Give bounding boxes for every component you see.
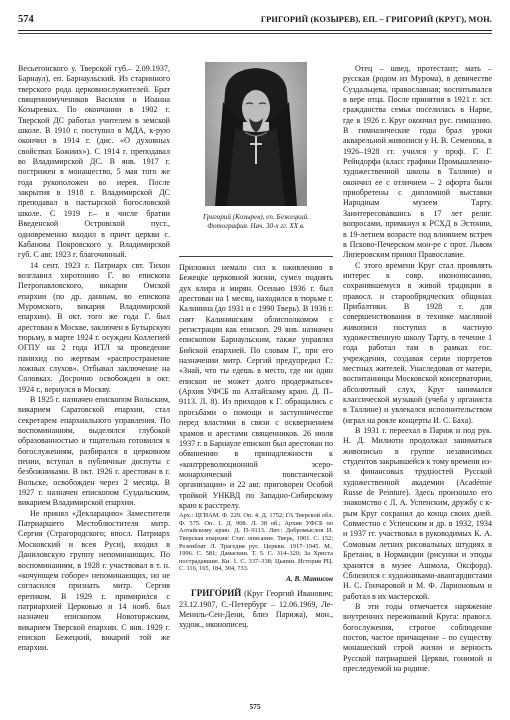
paragraph: Весьегонского у. Тверской губ.– 2.09.1937, Барнаул), еп. Барнаульский. Из старинного тверского рода церковнослужителей. Брат священномучеников Василия и Иоанна Козыревых. По окончании в 1902 г. Тверской ДС работал учителем в земской школе. В 1910 г. поступил в МДА, к-рую окончил в 1914 г. (дис. «О духовных свойствах Божиих»). С 1914 г. преподавал во Владимирской ДС. В янв. 1917 г. пострижен в монашество, 5 мая того же года рукоположен во иерея. После закрытия в 1918 г. Владимирской ДС преподавал в пастырской богословской школе. С 1919 г.– в числе братии Введенской Островской пуст., одновременно входил в причт церкви с. Кабанова Покровского у. Владимирской губ. С авг. 1923 г. благочинный. (18, 64, 170, 260)
entry-name: ГРИГО́РИЙ (191, 588, 242, 599)
entry-heading (179, 588, 333, 630)
running-title: ГРИГОРИЙ (КОЗЫРЕВ), ЕП. – ГРИГОРИЙ (КРУГ), МОН. (260, 15, 492, 24)
figure (179, 62, 333, 236)
paragraph: Не принял «Декларацию» Заместителя Патриаршего Местоблюстителя митр. Сергия (Страгородского; впосл. Патриарх Московский и всея Руси), входил в Даниловскую группу непоминающих. По воспоминаниям, в 1928 г. участвовал в т. н. «кочующем соборе» непоминающих, но не согласился признать митр. Сергия еретиком. В 1929 г. примирился с патриархией Церковью и 14 нояб. был назначен епископом Новоторжским, викарием Тверской епархии. С янв. 1929 г. епископ Бежецкий, викарий той же епархии. (18, 508, 170, 653)
page-header (18, 12, 492, 38)
paragraph: В эти годы отмечается наряжение внутренних переживаний Круга: правосл. богослужения, строгое соблюдение постов, частое причащение – по существу монашеский строй жизни и верность Русской патриаршей Церкви, гонимой и преследуемой на родине. (343, 601, 492, 673)
paragraph: С этого времени Круг стал проявлять интерес к совр. иконописанию, сохранявшемуся в живой традиции в правосл. и старообрядческих общинах Прибалтики. В 1928 г. для совершенствования в технике масляной живописи поступил в частную художественную школу Тарту, в течение 1 года работал там в рамках гос. учреждения, создавая серии портретов местных жителей. Унаследовав от матери, воспитанницы Московской консерватории, абсолютный слух, Круг занимался классической музыкой (учеба у органиста в Таллине) и увлекался исполнительством (играл на рояле концерты И. С. Баха). (343, 260, 492, 425)
page-number: 574 (18, 14, 34, 25)
entry-intro: (Круг Георгий Иванович; 23.12.1907, С.-Петербург – 12.06.1969, Ле-Мениль-Сен-Дени, близ Парижа), мон., худож., иконописец. (179, 589, 333, 630)
photo-caption (179, 213, 333, 230)
right-column (343, 64, 492, 674)
portrait-illustration (205, 62, 307, 206)
portrait-photo (205, 62, 307, 206)
middle-paragraphs (179, 263, 333, 511)
header-rule (18, 30, 492, 31)
paragraph: В 1931 г. переехал в Париж и под рук. Н. Д. Милиоти продолжал заниматься живописью в группе независимых студентов закрывшейся к тому времени из-за финансовых трудностей Русской художественной академии (Académie Russe de Peinture). Здесь произошло его знакомство с Л. А. Успенским, дружбу с к-рым Круг сохранил до конца своих дней. Совместно с Успенским и др. в 1932, 1934 и 1937 гг. участвовал в руководимых К. А. Сомовым летних рисовальных штудиях в Бретани, в Нормандии (рисунки и этюды хранятся в музее Ашмола, Оксфорд). Сблизился с художниками-авангардистами Н. С. Гончаровой и М. Ф. Ларионовым и работал в их мастерской. (343, 426, 493, 601)
middle-column (179, 263, 333, 631)
header-rule-thin (18, 33, 492, 34)
paragraph: В 1925 г. назначен епископом Вольским, викарием Саратовской епархии, стал секретарем епархиального управления. По воспоминаниям, выделялся глубокой образованностью и тщательно готовился к богослужениям, разбирался в церковном пении, вступал в публичные диспуты с безбожниками. В окт. 1926 г. арестован в г. Вольске, освобожден через 2 месяца. В 1927 г. назначен епископом Суздальским, викарием Владимирской епархии. (18, 395, 170, 508)
caption-line: Фотография. Нач. 30-х гг. XX в. (207, 221, 305, 230)
figure-rule (179, 256, 333, 257)
references: Арх.: ЦГИАМ. Ф. 229. Оп. 4. Д. 1752; ГА Тверской обл. Ф. 575. Оп. 1. Д. 908. Л. 38 об.; Архив УФСБ по Алтайскому краю. Д. П–9113. Лит.: Добромыслов И. Тверская епархия: Стат. описание. Тверь, 1901. С. 152; Розенблат Л. Трагедия рус. Церкви. 1917–1945. М., 1996. С. 581; Дамаскин. Т. 5. С. 314–320; За Христа пострадавшие. Кн. 1. С. 337–338; Цыпин. История РЦ. С. 116, 165, 184, 304, 733. (179, 512, 333, 573)
left-column (18, 64, 170, 654)
paragraph: 14 сент. 1923 г. Патриарх свт. Тихон возглавил хиротонию Г. во епископа Петропавловского, викария Омской епархии (по др. данным, во епископа Муромского, викария Владимирской епархии). В окт. того же года Г. был арестован в Москве, заключен в Бутырскую тюрьму, в марте 1924 г. осужден Коллегией ОГПУ на 2 года ИТЛ за проведение панихид по жертвам «распространение ложных слухов». Отбывал заключение на Соловках. Досрочно освобожден в окт. 1924 г., вернулся в Москву. (18, 260, 170, 394)
caption-line: Григорий (Козырев), еп. Бежецкий. (203, 213, 309, 221)
paragraph: Приложил немало сил к оживлению в Бежецке церковной жизни, сумел поднять дух клира и мирян. Осенью 1936 г. был арестован на 1 месяц, находился в тюрьме г. Калинина (до 1931 и с 1990 Тверь). В 1936 г. снят Калининским облисполкомом с регистрации как епископ. 29 янв. назначен епископом Барнаульским, также управлял Бийской епархией. По словам Г., при его назначении митр. Сергий предупредил Г.: «Знай, что ты едешь в место, где ни один епископ не может долго продержаться» (Архив УФСБ по Алтайскому краю. Д. П–9113. Л. 8). Из приходов к Г. обращались с просьбами о помощи и заступничестве перед властями в связи с осквернением храмов и арестами священников. 26 июля 1937 г. в Барнауле епископ был арестован по обвинению в принадлежности к «контрреволюционной эсеро-монархической повстанческой организации» и 22 авг. приговорен Особой тройкой УНКВД по Западно-Сибирскому краю к расстрелу. (179, 263, 333, 510)
article-author: А. В. Матисон (286, 575, 333, 583)
paragraph: Отец – швед, протестант; мать – русская (родом из Мурома), в девичестве Суздальцева, православная; воспитывался в вере отца. После принятия в 1921 г. эст. гражданства семья поселилась в Нарве, где в 1926 г. Круг окончил рус. гимназию. В гимназические годы брал уроки акварельной живописи у Н. В. Семенова, в 1926–1928 гг. учился у проф. Г. Г. Рейндорфа (класс графики Промышленно-художественной школы в Таллине) и окончил ее с отличием – 2 офорта были приобретены с дипломной выставки Народным музеем Тарту. Заинтересовавшись в 17 лет религ. вопросами, примкнул к РСХД в Эстонии, в 19-летнем возрасте под влиянием встреч в Псково-Печерском мон-ре с прот. Львом Липеровским принял Православие. (343, 64, 492, 260)
folio-number: 575 (249, 702, 261, 711)
